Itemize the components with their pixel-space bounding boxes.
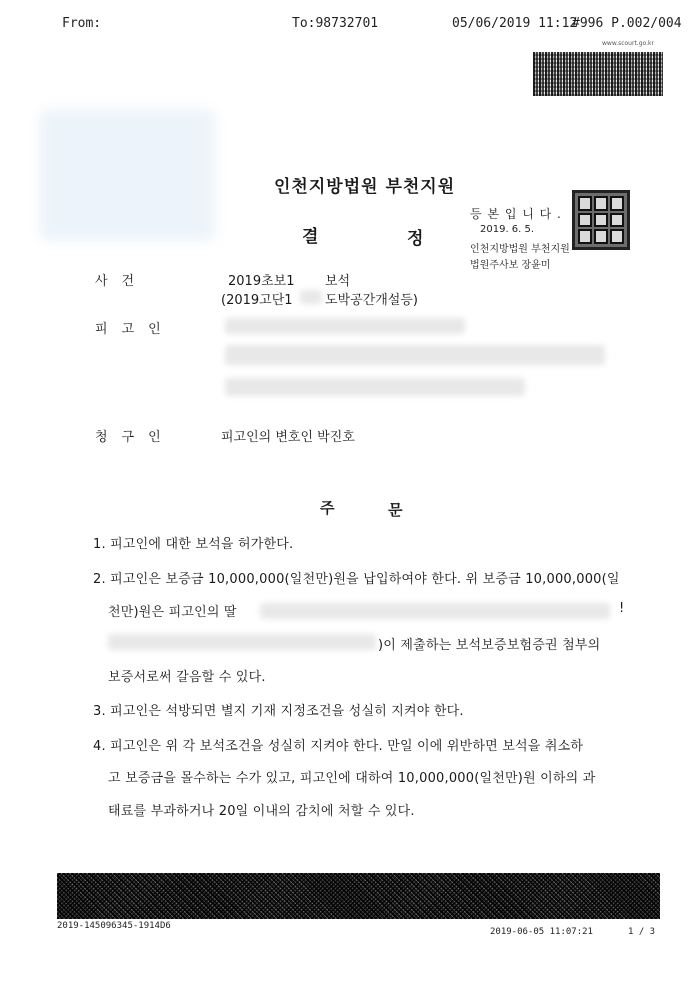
footer-timestamp: 2019-06-05 11:07:21: [490, 927, 593, 937]
security-barcode: [533, 52, 663, 96]
related-case-title: 도박공간개설등): [325, 293, 418, 308]
redacted-defendant-info: [225, 345, 605, 365]
redacted-guarantor-detail: [108, 634, 376, 650]
order-item-2-line-1: 2. 피고인은 보증금 10,000,000(일천만)원을 납입하여야 한다. 위 보증금 10,000,000(일: [93, 572, 620, 587]
related-case-number: (2019고단1: [221, 293, 293, 308]
fax-from: From:: [62, 16, 102, 31]
fax-datetime: 05/06/2019 11:12: [452, 16, 578, 31]
order-item-4-line-1: 4. 피고인은 위 각 보석조건을 성실히 지켜야 한다. 만일 이에 위반하면 보석을 취소하: [93, 739, 584, 754]
order-item-4-line-2: 고 보증금을 몰수하는 수가 있고, 피고인에 대하여 10,000,000(일천만)원 이하의 과: [108, 771, 596, 786]
order-item-2-line-4: 보증서로써 갈음할 수 있다.: [108, 670, 266, 685]
site-url: www.scourt.go.kr: [602, 40, 654, 47]
redacted-defendant-address: [225, 378, 525, 396]
order-heading-char-2: 문: [388, 501, 403, 519]
court-name: 인천지방법원 부천지원: [274, 177, 456, 197]
order-item-2-line-2: 천만)원은 피고인의 딸: [108, 605, 237, 620]
order-item-1: 1. 피고인에 대한 보석을 허가한다.: [93, 537, 294, 552]
fax-to: To:98732701: [292, 16, 379, 31]
order-item-2-line-3: )이 제출하는 보석보증보험증권 첨부의: [378, 638, 601, 653]
certification-line1: 등 본 입 니 다 .: [470, 207, 562, 221]
petitioner-value: 피고인의 변호인 박진호: [221, 430, 355, 445]
redacted-guarantor-info: [260, 603, 610, 619]
redacted-defendant-name: [225, 318, 465, 334]
order-item-4-line-3: 태료를 부과하거나 20일 이내의 감치에 처할 수 있다.: [108, 804, 415, 819]
certification-clerk: 법원주사보 장윤미: [470, 260, 551, 271]
title-char-2: 정: [407, 229, 424, 249]
court-seal: [572, 190, 630, 250]
faint-blue-stamp: [40, 110, 215, 240]
case-number: 2019초보1: [228, 274, 295, 289]
order-item-2-line-2-end: !: [619, 601, 625, 616]
certification-court: 인천지방법원 부천지원: [470, 244, 570, 255]
fax-page: #996 P.002/004: [572, 16, 682, 31]
footer-doc-id: 2019-145096345-1914D6: [57, 921, 171, 931]
case-label: 사건: [95, 274, 149, 289]
order-item-3: 3. 피고인은 석방되면 별지 기재 지정조건을 성실히 지켜야 한다.: [93, 704, 464, 719]
defendant-label: 피고인: [95, 322, 175, 337]
case-type: 보석: [325, 274, 351, 289]
redacted-case-digits: [300, 290, 322, 304]
order-heading-char-1: 주: [320, 499, 335, 517]
footer-page-number: 1 / 3: [628, 927, 656, 937]
footer-security-band: [57, 873, 660, 919]
certification-date: 2019. 6. 5.: [480, 224, 535, 235]
title-char-1: 결: [302, 227, 319, 247]
petitioner-label: 청구인: [95, 430, 175, 445]
